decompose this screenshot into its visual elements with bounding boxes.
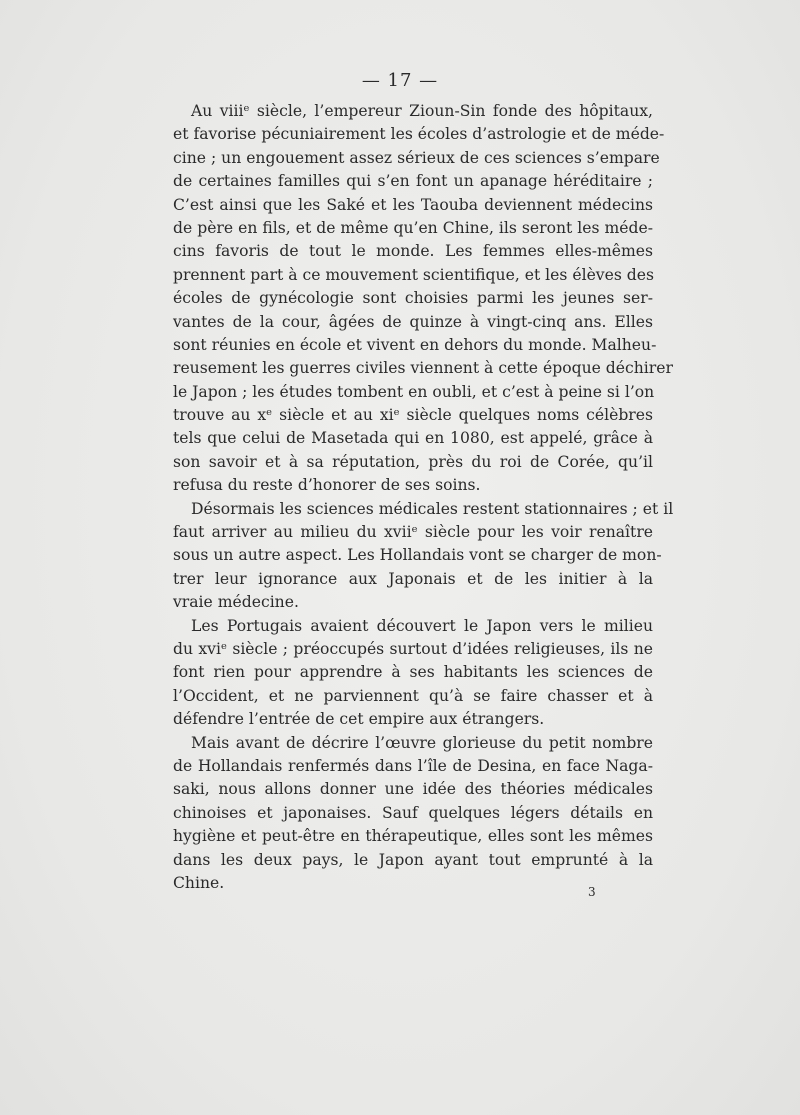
paragraph [173, 732, 653, 896]
text-line: de Hollandais renfermés dans l’île de Desina, en face Naga- [173, 756, 653, 775]
text-line: de certaines familles qui s’en font un apanage héréditaire ; [173, 172, 653, 191]
text-line: trouve au xᵉ siècle et au xiᵉ siècle quelques noms célèbres [173, 406, 653, 425]
text-line: le Japon ; les études tombent en oubli, et c’est à peine si l’on [173, 382, 655, 401]
text-line: chinoises et japonaises. Sauf quelques légers détails en [173, 803, 653, 822]
text-line: prennent part à ce mouvement scientifique, et les élèves des [173, 265, 655, 284]
body-text [173, 100, 674, 895]
text-line: et favorise pécuniairement les écoles d’astrologie et de méde- [173, 125, 665, 144]
text-line: Les Portugais avaient découvert le Japon vers le milieu [191, 616, 653, 635]
paragraph [173, 615, 653, 732]
text-line: vraie médecine. [173, 593, 299, 612]
text-line: Désormais les sciences médicales restent stationnaires ; et il [191, 499, 674, 518]
text-line: cine ; un engouement assez sérieux de ces sciences s’empare [173, 148, 660, 167]
text-line: de père en fils, et de même qu’en Chine, ils seront les méde- [173, 218, 653, 237]
text-line: l’Occident, et ne parviennent qu’à se faire chasser et à [173, 686, 653, 705]
text-line: reusement les guerres civiles viennent à cette époque déchirer [173, 359, 673, 378]
text-line: dans les deux pays, le Japon ayant tout emprunté à la [173, 850, 653, 869]
text-line: faut arriver au milieu du xviiᵉ siècle pour les voir renaître [173, 523, 653, 542]
text-line: saki, nous allons donner une idée des théories médicales [173, 780, 653, 799]
text-line: son savoir et à sa réputation, près du roi de Corée, qu’il [173, 452, 653, 471]
text-line: Chine. [173, 873, 225, 892]
text-line: défendre l’entrée de cet empire aux étrangers. [173, 710, 545, 729]
paragraph [173, 100, 673, 498]
text-line: Mais avant de décrire l’œuvre glorieuse du petit nombre [191, 733, 653, 752]
text-line: sont réunies en école et vivent en dehors du monde. Malheu- [173, 335, 657, 354]
text-line: trer leur ignorance aux Japonais et de les initier à la [173, 569, 653, 588]
text-line: tels que celui de Masetada qui en 1080, est appelé, grâce à [173, 429, 653, 448]
text-line: Au viiiᵉ siècle, l’empereur Zioun-Sin fonde des hôpitaux, [191, 102, 653, 120]
text-line: hygiène et peut-être en thérapeutique, elles sont les mêmes [173, 827, 653, 846]
text-line: refusa du reste d’honorer de ses soins. [173, 476, 481, 495]
text-line: vantes de la cour, âgées de quinze à vingt-cinq ans. Elles [173, 312, 653, 331]
text-line: écoles de gynécologie sont choisies parmi les jeunes ser- [173, 289, 653, 308]
signature-mark: 3 [588, 885, 596, 899]
paragraph [173, 498, 674, 615]
text-line: sous un autre aspect. Les Hollandais vont se charger de mon- [173, 546, 662, 565]
text-line: du xviᵉ siècle ; préoccupés surtout d’idées religieuses, ils ne [173, 639, 653, 658]
text-line: C’est ainsi que les Saké et les Taouba deviennent médecins [173, 195, 653, 214]
text-line: font rien pour apprendre à ses habitants les sciences de [173, 663, 653, 682]
page-number: — 17 — [361, 70, 439, 91]
text-line: cins favoris de tout le monde. Les femmes elles-mêmes [173, 242, 653, 261]
